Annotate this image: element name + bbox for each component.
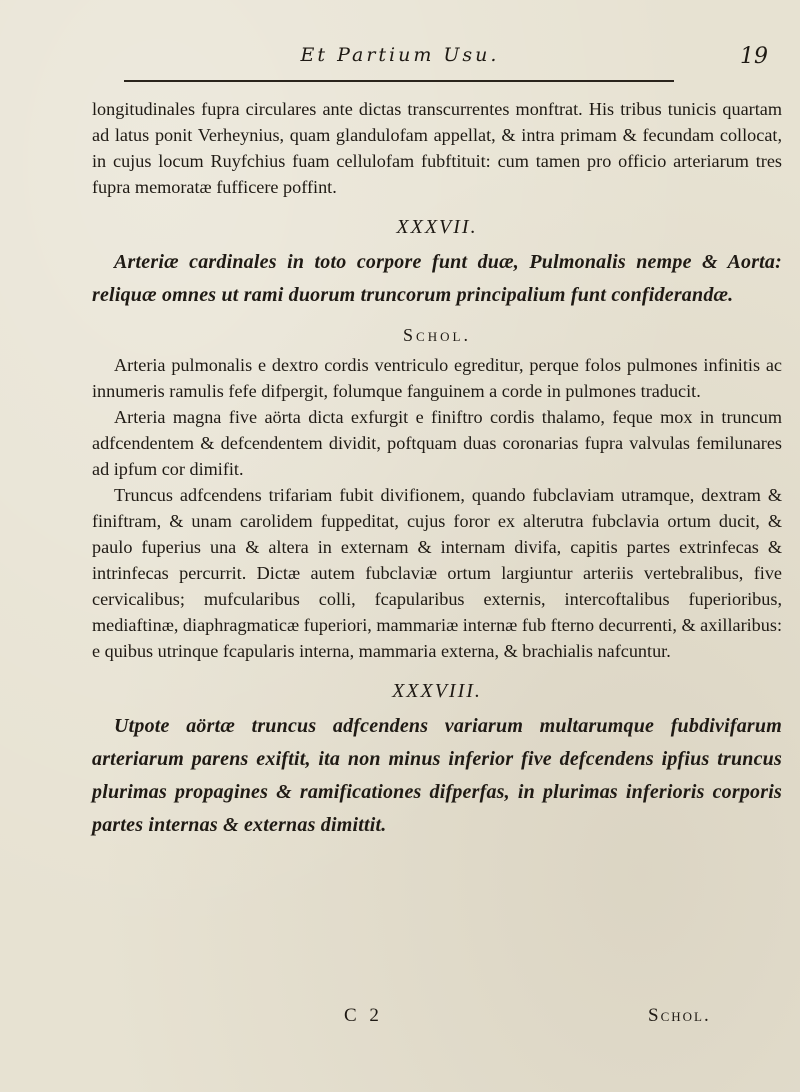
section-heading-38: XXXVIII.: [392, 680, 482, 702]
schol-paragraph: Arteria pulmonalis e dextro cordis ventriculo egreditur, perque folos pulmones infinitis ac innumeris ramulis fefe difpergit, folumque fanguinem a corde in pulmones traducit.: [92, 355, 782, 401]
schol-paragraph: Truncus adfcendens trifariam fubit divifionem, quando fubclaviam utramque, dextram & finiftram, & unam carolidem fuppeditat, cujus foror ex alterutra fubclavia ortum ducit, & paulo fuperius una & altera in externam & internam divifa, capitis partes extrinfecas & intrinfecas percurrit. Dictæ autem fubclaviæ ortum largiuntur arteriis vertebralibus, five cervicalibus; mufcularibus colli, fcapularibus externis, intercoftalibus fuperioribus, mediaftinæ, diaphragmaticæ fuperiori, mammariæ internæ fub fterno decurrenti, & axillaribus: e quibus utrinque fcapularis interna, mammaria externa, & brachialis nafcuntur.: [92, 485, 782, 661]
body-text: [92, 96, 782, 842]
schol-label: Schol.: [403, 325, 471, 345]
page-footer: [0, 1005, 800, 1035]
schol-paragraph: Arteria magna five aörta dicta exfurgit e finiftro cordis thalamo, feque mox in truncum adfcendentem & defcendentem dividit, poftquam duas coronarias fupra valvulas femilunares ad ipfum cor dimifit.: [92, 407, 782, 479]
page-number: 19: [740, 44, 768, 69]
opening-paragraph: longitudinales fupra circulares ante dictas transcurrentes monftrat. His tribus tunicis quartam ad latus ponit Verheynius, quam glandulofam appellat, & intra primam & fecundam collocat, in cujus locum Ruyfchius fuam cellulofam fubftituit: cum tamen pro officio arteriarum tres fupra memoratæ fufficere poffint.: [92, 99, 782, 197]
running-head: Et Partium Usu.: [300, 44, 500, 66]
proposition-38: Utpote aörtæ truncus adfcendens variarum multarumque fubdivifarum arteriarum parens exiftit, ita non minus inferior five defcendens ipfius truncus plurimas propagines & ramificationes difperfas, in plurimas inferioris corporis partes internas & externas dimittit.: [92, 715, 782, 836]
proposition-37: Arteriæ cardinales in toto corpore funt duæ, Pulmonalis nempe & Aorta: reliquæ omnes ut rami duorum truncorum principalium funt confiderandæ.: [92, 251, 782, 306]
section-heading-37: XXXVII.: [396, 216, 478, 238]
signature-mark: C 2: [344, 1005, 383, 1026]
catchword: Schol.: [648, 1005, 711, 1026]
header-rule: [124, 80, 674, 82]
page-header: [0, 44, 800, 84]
